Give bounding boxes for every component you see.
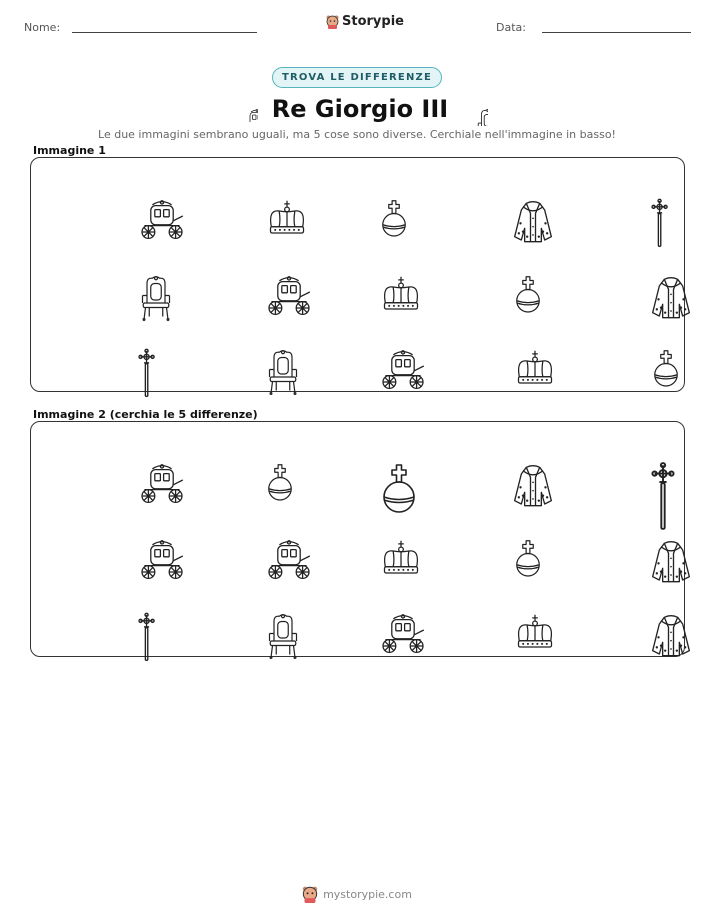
orb-icon — [636, 328, 666, 372]
image2-cell-1-1[interactable] — [108, 434, 168, 494]
bear-icon — [326, 15, 339, 29]
robe-icon — [631, 516, 671, 564]
scepter-icon — [128, 326, 148, 374]
image1-cell-2-3 — [349, 246, 409, 306]
image2-cell-2-4[interactable] — [483, 510, 543, 570]
footer-url: mystorypie.com — [323, 888, 412, 901]
instructions: Le due immagini sembrano uguali, ma 5 cose sono diverse. Cerchiale nell'immagine in basso! — [98, 128, 616, 141]
carriage-icon — [241, 519, 289, 561]
throne-icon — [462, 92, 488, 126]
image2-cell-1-3[interactable] — [349, 434, 409, 494]
image2-cell-2-3[interactable] — [349, 510, 409, 570]
carriage-icon — [226, 96, 258, 122]
throne-icon — [247, 326, 283, 374]
date-line[interactable] — [542, 32, 691, 33]
image1-cell-2-5 — [621, 246, 681, 306]
image2-cell-1-5[interactable] — [621, 434, 681, 494]
image1-cell-2-4 — [483, 246, 543, 306]
crown-icon — [491, 329, 535, 371]
robe-icon — [493, 440, 533, 488]
orb-icon — [498, 518, 528, 562]
crown-icon — [243, 179, 287, 221]
image2-cell-3-4[interactable] — [483, 584, 543, 644]
image2-panel[interactable] — [30, 421, 685, 657]
image1-cell-3-3 — [349, 320, 409, 380]
image1-cell-1-5 — [621, 170, 681, 230]
image2-cell-3-1[interactable] — [108, 584, 168, 644]
name-label: Nome: — [24, 21, 61, 34]
orb-icon — [498, 254, 528, 298]
image2-cell-3-2[interactable] — [235, 584, 295, 644]
image2-cell-2-2[interactable] — [235, 510, 295, 570]
robe-icon — [493, 176, 533, 224]
image1-cell-2-2 — [235, 246, 295, 306]
image1-cell-3-2 — [235, 320, 295, 380]
scepter-icon — [641, 176, 661, 224]
page-title: Re Giorgio III — [271, 95, 449, 123]
title-row — [0, 92, 714, 126]
robe-icon — [631, 590, 671, 638]
crown-icon — [357, 519, 401, 561]
image1-cell-3-5 — [621, 320, 681, 380]
image1-label: Immagine 1 — [33, 144, 106, 157]
brand-name: Storypie — [342, 14, 404, 29]
image2-cell-3-5[interactable] — [621, 584, 681, 644]
footer-site[interactable] — [302, 886, 412, 903]
image2-cell-1-4[interactable] — [483, 434, 543, 494]
carriage-icon — [355, 593, 403, 635]
throne-icon — [247, 590, 283, 638]
carriage-icon — [114, 519, 162, 561]
image1-cell-1-3 — [349, 170, 409, 230]
image2-cell-1-2[interactable] — [235, 434, 295, 494]
image1-panel — [30, 157, 685, 392]
image2-cell-2-5[interactable] — [621, 510, 681, 570]
name-line[interactable] — [72, 32, 257, 33]
scepter-icon — [128, 590, 148, 638]
activity-badge: TROVA LE DIFFERENZE — [272, 67, 442, 88]
carriage-icon — [355, 329, 403, 371]
image1-cell-1-2 — [235, 170, 295, 230]
bear-icon — [302, 886, 318, 903]
throne-icon — [120, 252, 156, 300]
image2-cell-3-3[interactable] — [349, 584, 409, 644]
orb-icon — [359, 431, 399, 497]
carriage-icon — [114, 179, 162, 221]
orb-icon — [250, 442, 280, 486]
image2-label: Immagine 2 (cerchia le 5 differenze) — [33, 408, 258, 421]
crown-icon — [357, 255, 401, 297]
robe-icon — [631, 252, 671, 300]
image1-cell-1-4 — [483, 170, 543, 230]
carriage-icon — [114, 443, 162, 485]
orb-icon — [364, 178, 394, 222]
crown-icon — [491, 593, 535, 635]
date-label: Data: — [496, 21, 526, 34]
brand-logo — [326, 14, 404, 29]
image1-cell-3-1 — [108, 320, 168, 380]
carriage-icon — [241, 255, 289, 297]
image2-cell-2-1[interactable] — [108, 510, 168, 570]
image1-cell-2-1 — [108, 246, 168, 306]
image1-cell-1-1 — [108, 170, 168, 230]
image1-cell-3-4 — [483, 320, 543, 380]
scepter-icon — [639, 430, 663, 498]
